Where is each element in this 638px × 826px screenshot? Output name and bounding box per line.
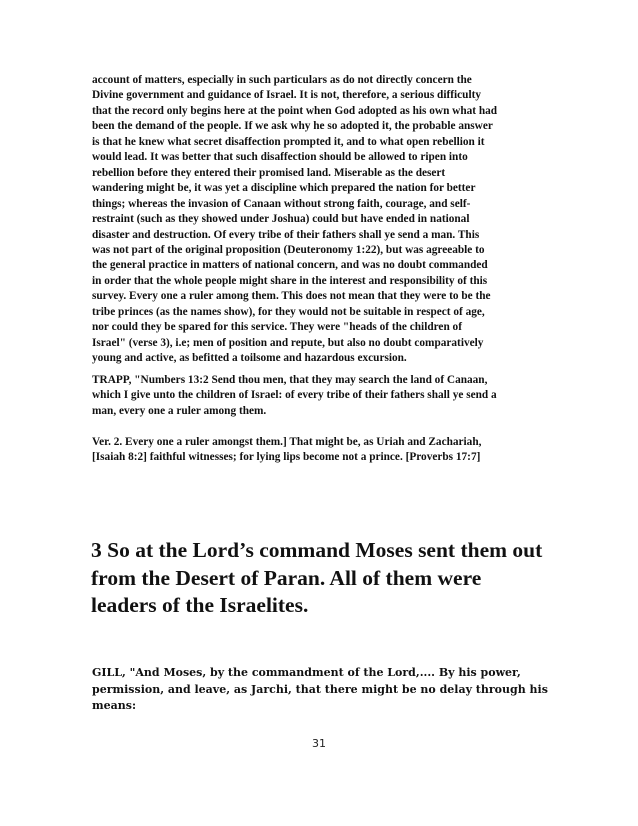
text-line: restraint (such as they showed under Joshua) could but have ended in national: [92, 213, 470, 226]
text-line: would lead. It was better that such disaffection should be allowed to ripen into: [92, 151, 468, 164]
text-line: tribe princes (as the names show), for they would not be suitable in respect of age,: [92, 305, 485, 318]
commentary-paragraph: [92, 73, 547, 367]
text-line: was not part of the original proposition (Deuteronomy 1:22), but was agreeable to: [92, 243, 485, 256]
text-line: Divine government and guidance of Israel. It is not, therefore, a serious difficulty: [92, 89, 481, 102]
text-line: account of matters, especially in such particulars as do not directly concern the: [92, 74, 472, 86]
text-line: nor could they be spared for this service. They were "heads of the children of: [92, 321, 462, 334]
verse-heading: [91, 537, 561, 620]
text-line: means:: [92, 699, 137, 712]
text-line: survey. Every one a ruler among them. This does not mean that they were to be the: [92, 290, 491, 303]
text-line: in order that the whole people might share in the interest and responsibility of this: [92, 274, 488, 287]
text-line: wandering might be, it was yet a discipline which prepared the nation for better: [92, 182, 476, 195]
text-line: Israel" (verse 3), i.e; men of position and repute, but also no doubt comparatively: [92, 336, 484, 349]
text-line: GILL, "And Moses, by the commandment of the Lord,.... By his power,: [92, 666, 521, 679]
text-line: which I give unto the children of Israel: of every tribe of their fathers shall ye send a: [92, 389, 497, 402]
heading-line: from the Desert of Paran. All of them were: [91, 565, 482, 590]
page-number: 31: [312, 737, 326, 750]
text-line: been the demand of the people. If we ask why he so adopted it, the probable answer: [92, 120, 493, 133]
text-line: is that he knew what secret disaffection prompted it, and to what open rebellion it: [92, 135, 485, 148]
text-line: permission, and leave, as Jarchi, that there might be no delay through his: [92, 682, 548, 696]
ver-paragraph: [92, 435, 547, 466]
heading-line: leaders of the Israelites.: [91, 593, 309, 617]
gill-paragraph: [92, 665, 552, 715]
text-line: disaster and destruction. Of every tribe of their fathers shall ye send a man. This: [92, 228, 480, 241]
text-line: man, every one a ruler among them.: [92, 404, 267, 417]
text-line: rebellion before they entered their promised land. Miserable as the desert: [92, 166, 446, 179]
text-line: Ver. 2. Every one a ruler amongst them.] That might be, as Uriah and Zachariah,: [92, 436, 482, 448]
trapp-paragraph: [92, 373, 547, 419]
text-line: the general practice in matters of national concern, and was no doubt commanded: [92, 259, 488, 272]
text-line: TRAPP, "Numbers 13:2 Send thou men, that they may search the land of Canaan,: [92, 374, 488, 386]
text-line: that the record only begins here at the point when God adopted as his own what had: [92, 104, 498, 117]
text-line: [Isaiah 8:2] faithful witnesses; for lying lips become not a prince. [Proverbs 17:7]: [92, 451, 481, 464]
text-line: young and active, as befitted a toilsome and hazardous excursion.: [92, 352, 407, 365]
text-line: things; whereas the invasion of Canaan without strong faith, courage, and self-: [92, 197, 471, 210]
heading-line: 3 So at the Lord’s command Moses sent them out: [91, 538, 543, 562]
